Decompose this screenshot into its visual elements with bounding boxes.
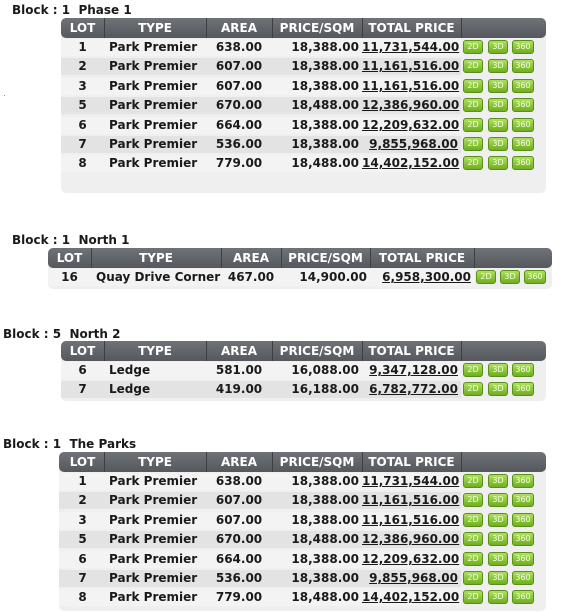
lot-number: 3 <box>78 79 87 93</box>
view-3d-button[interactable]: 3D <box>488 98 508 112</box>
lot-number: 6 <box>78 118 87 132</box>
view-3d-button[interactable]: 3D <box>488 493 508 507</box>
unit-type: Park Premier <box>109 571 198 585</box>
lot-number: 6 <box>78 552 87 566</box>
total-price-link[interactable]: 11,161,516.00 <box>362 59 460 73</box>
header-divider <box>206 18 207 38</box>
view-360-button[interactable]: 360 <box>512 474 534 488</box>
view-3d-button[interactable]: 3D <box>500 270 520 284</box>
price-per-sqm: 18,488.00 <box>291 98 359 112</box>
view-3d-button[interactable]: 3D <box>488 513 508 527</box>
total-price-link[interactable]: 6,782,772.00 <box>369 382 458 396</box>
stray-dot <box>4 95 5 96</box>
header-divider <box>206 341 207 361</box>
unit-type: Park Premier <box>109 137 198 151</box>
view-360-button[interactable]: 360 <box>512 118 534 132</box>
view-3d-button[interactable]: 3D <box>488 156 508 170</box>
unit-type: Ledge <box>109 382 151 396</box>
price-per-sqm: 18,488.00 <box>291 590 359 604</box>
price-per-sqm: 18,388.00 <box>291 493 359 507</box>
total-price-link[interactable]: 14,402,152.00 <box>362 590 460 604</box>
view-2d-button[interactable]: 2D <box>463 532 483 546</box>
price-per-sqm: 18,388.00 <box>291 474 359 488</box>
header-price: PRICE/SQM <box>279 455 355 469</box>
view-2d-button[interactable]: 2D <box>476 270 496 284</box>
block-title: Block : 1 Phase 1 <box>12 3 132 17</box>
total-price-link[interactable]: 11,731,544.00 <box>362 40 460 54</box>
header-price: PRICE/SQM <box>279 21 355 35</box>
unit-area: 607.00 <box>215 59 263 73</box>
view-2d-button[interactable]: 2D <box>463 363 483 377</box>
unit-type: Park Premier <box>109 513 198 527</box>
total-price-link[interactable]: 11,161,516.00 <box>362 79 460 93</box>
header-divider <box>272 452 273 472</box>
table-header <box>61 341 546 361</box>
total-price-link[interactable]: 9,855,968.00 <box>369 571 458 585</box>
view-2d-button[interactable]: 2D <box>463 493 483 507</box>
block-title: Block : 1 The Parks <box>3 437 137 451</box>
header-divider <box>461 341 462 361</box>
unit-area: 664.00 <box>215 552 263 566</box>
unit-type: Park Premier <box>109 79 198 93</box>
lot-number: 2 <box>78 59 87 73</box>
view-2d-button[interactable]: 2D <box>463 474 483 488</box>
unit-area: 670.00 <box>215 98 263 112</box>
view-3d-button[interactable]: 3D <box>488 40 508 54</box>
header-divider <box>362 452 363 472</box>
unit-area: 536.00 <box>215 571 263 585</box>
header-area: AREA <box>232 251 269 265</box>
view-3d-button[interactable]: 3D <box>488 79 508 93</box>
block-title: Block : 5 North 2 <box>3 327 121 341</box>
unit-type: Park Premier <box>109 59 198 73</box>
header-divider <box>272 18 273 38</box>
header-area: AREA <box>220 21 257 35</box>
price-per-sqm: 18,488.00 <box>291 156 359 170</box>
header-divider <box>461 18 462 38</box>
view-2d-button[interactable]: 2D <box>463 118 483 132</box>
view-3d-button[interactable]: 3D <box>488 552 508 566</box>
unit-area: 607.00 <box>215 79 263 93</box>
view-2d-button[interactable]: 2D <box>463 571 483 585</box>
total-price-link[interactable]: 11,731,544.00 <box>362 474 460 488</box>
total-price-link[interactable]: 11,161,516.00 <box>362 493 460 507</box>
price-per-sqm: 18,388.00 <box>291 59 359 73</box>
total-price-link[interactable]: 12,386,960.00 <box>362 532 460 546</box>
unit-type: Quay Drive Corner <box>96 270 221 284</box>
view-2d-button[interactable]: 2D <box>463 590 483 604</box>
price-per-sqm: 14,900.00 <box>299 270 367 284</box>
header-divider <box>104 341 105 361</box>
unit-type: Park Premier <box>109 40 198 54</box>
unit-type: Park Premier <box>109 590 198 604</box>
unit-area: 419.00 <box>215 382 263 396</box>
header-area: AREA <box>220 455 257 469</box>
header-total: TOTAL PRICE <box>368 344 455 358</box>
header-total: TOTAL PRICE <box>368 21 455 35</box>
total-price-link[interactable]: 12,209,632.00 <box>362 118 460 132</box>
view-3d-button[interactable]: 3D <box>488 382 508 396</box>
header-divider <box>362 18 363 38</box>
view-360-button[interactable]: 360 <box>512 382 534 396</box>
lot-number: 3 <box>78 513 87 527</box>
header-divider <box>104 18 105 38</box>
total-price-link[interactable]: 6,958,300.00 <box>382 270 471 284</box>
block-title: Block : 1 North 1 <box>12 233 130 247</box>
lot-number: 7 <box>78 137 87 151</box>
view-3d-button[interactable]: 3D <box>488 532 508 546</box>
header-divider <box>281 248 282 268</box>
view-360-button[interactable]: 360 <box>512 98 534 112</box>
view-360-button[interactable]: 360 <box>512 590 534 604</box>
unit-area: 779.00 <box>215 590 263 604</box>
header-divider <box>91 248 92 268</box>
lot-number: 1 <box>78 40 87 54</box>
header-divider <box>206 452 207 472</box>
price-per-sqm: 18,388.00 <box>291 118 359 132</box>
unit-area: 779.00 <box>215 156 263 170</box>
view-360-button[interactable]: 360 <box>512 137 534 151</box>
total-price-link[interactable]: 11,161,516.00 <box>362 513 460 527</box>
header-type: TYPE <box>138 344 172 358</box>
price-per-sqm: 18,388.00 <box>291 79 359 93</box>
view-2d-button[interactable]: 2D <box>463 137 483 151</box>
view-2d-button[interactable]: 2D <box>463 79 483 93</box>
unit-area: 670.00 <box>215 532 263 546</box>
view-360-button[interactable]: 360 <box>512 493 534 507</box>
unit-type: Park Premier <box>109 98 198 112</box>
view-360-button[interactable]: 360 <box>512 571 534 585</box>
header-divider <box>370 248 371 268</box>
unit-area: 581.00 <box>215 363 263 377</box>
header-type: TYPE <box>139 251 173 265</box>
total-price-link[interactable]: 12,209,632.00 <box>362 552 460 566</box>
view-360-button[interactable]: 360 <box>512 532 534 546</box>
lot-number: 8 <box>78 156 87 170</box>
header-type: TYPE <box>138 21 172 35</box>
total-price-link[interactable]: 12,386,960.00 <box>362 98 460 112</box>
view-2d-button[interactable]: 2D <box>463 156 483 170</box>
price-per-sqm: 18,388.00 <box>291 137 359 151</box>
price-per-sqm: 16,188.00 <box>291 382 359 396</box>
header-lot: LOT <box>69 344 96 358</box>
unit-area: 536.00 <box>215 137 263 151</box>
view-360-button[interactable]: 360 <box>512 59 534 73</box>
header-lot: LOT <box>69 21 96 35</box>
view-360-button[interactable]: 360 <box>512 513 534 527</box>
lot-number: 16 <box>61 270 78 284</box>
header-type: TYPE <box>138 455 172 469</box>
header-divider <box>474 248 475 268</box>
view-2d-button[interactable]: 2D <box>463 382 483 396</box>
lot-number: 8 <box>78 590 87 604</box>
price-per-sqm: 18,388.00 <box>291 571 359 585</box>
view-360-button[interactable]: 360 <box>512 363 534 377</box>
unit-type: Park Premier <box>109 552 198 566</box>
unit-area: 664.00 <box>215 118 263 132</box>
unit-area: 638.00 <box>215 474 263 488</box>
header-price: PRICE/SQM <box>288 251 363 265</box>
unit-type: Ledge <box>109 363 151 377</box>
price-per-sqm: 18,388.00 <box>291 552 359 566</box>
view-360-button[interactable]: 360 <box>512 156 534 170</box>
unit-type: Park Premier <box>109 118 198 132</box>
view-3d-button[interactable]: 3D <box>488 363 508 377</box>
header-price: PRICE/SQM <box>279 344 355 358</box>
header-lot: LOT <box>56 251 83 265</box>
lot-number: 5 <box>78 532 87 546</box>
lot-number: 1 <box>78 474 87 488</box>
view-360-button[interactable]: 360 <box>512 40 534 54</box>
lot-number: 5 <box>78 98 87 112</box>
view-3d-button[interactable]: 3D <box>488 474 508 488</box>
view-3d-button[interactable]: 3D <box>488 590 508 604</box>
price-per-sqm: 18,388.00 <box>291 513 359 527</box>
header-divider <box>272 341 273 361</box>
unit-area: 638.00 <box>215 40 263 54</box>
unit-area: 607.00 <box>215 493 263 507</box>
header-area: AREA <box>220 344 257 358</box>
header-lot: LOT <box>69 455 96 469</box>
header-divider <box>104 452 105 472</box>
price-per-sqm: 18,388.00 <box>291 40 359 54</box>
table-header <box>61 18 546 38</box>
price-per-sqm: 16,088.00 <box>291 363 359 377</box>
lot-number: 7 <box>78 571 87 585</box>
view-3d-button[interactable]: 3D <box>488 118 508 132</box>
view-360-button[interactable]: 360 <box>512 79 534 93</box>
view-3d-button[interactable]: 3D <box>488 59 508 73</box>
total-price-link[interactable]: 9,855,968.00 <box>369 137 458 151</box>
total-price-link[interactable]: 9,347,128.00 <box>369 363 458 377</box>
unit-type: Park Premier <box>109 474 198 488</box>
unit-type: Park Premier <box>109 493 198 507</box>
unit-type: Park Premier <box>109 532 198 546</box>
table-header <box>59 452 546 472</box>
view-3d-button[interactable]: 3D <box>488 571 508 585</box>
view-3d-button[interactable]: 3D <box>488 137 508 151</box>
header-total: TOTAL PRICE <box>368 455 455 469</box>
view-2d-button[interactable]: 2D <box>463 40 483 54</box>
lot-number: 6 <box>78 363 87 377</box>
price-per-sqm: 18,488.00 <box>291 532 359 546</box>
header-divider <box>461 452 462 472</box>
total-price-link[interactable]: 14,402,152.00 <box>362 156 460 170</box>
lot-number: 2 <box>78 493 87 507</box>
lot-number: 7 <box>78 382 87 396</box>
view-2d-button[interactable]: 2D <box>463 98 483 112</box>
view-2d-button[interactable]: 2D <box>463 59 483 73</box>
table-header <box>48 248 552 268</box>
unit-type: Park Premier <box>109 156 198 170</box>
header-total: TOTAL PRICE <box>378 251 466 265</box>
header-divider <box>221 248 222 268</box>
view-2d-button[interactable]: 2D <box>463 513 483 527</box>
unit-area: 607.00 <box>215 513 263 527</box>
header-divider <box>362 341 363 361</box>
unit-area: 467.00 <box>227 270 275 284</box>
view-2d-button[interactable]: 2D <box>463 552 483 566</box>
view-360-button[interactable]: 360 <box>512 552 534 566</box>
view-360-button[interactable]: 360 <box>524 270 546 284</box>
